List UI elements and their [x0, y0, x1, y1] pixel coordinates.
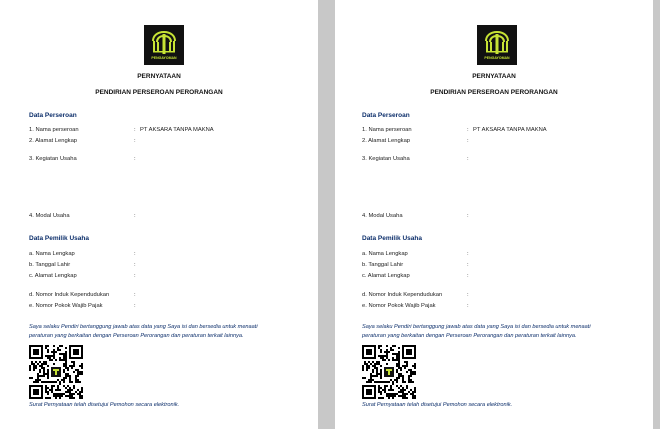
row-label: d. Nomor Induk Kependudukan: [29, 292, 110, 298]
document-title: PERNYATAAN: [472, 73, 516, 80]
row-label: 1. Nama perseroan: [29, 127, 79, 133]
document-subtitle: PENDIRIAN PERSEROAN PERORANGAN: [95, 89, 223, 96]
row-label: 3. Kegiatan Usaha: [362, 156, 410, 162]
row-value: PT AKSARA TANPA MAKNA: [473, 127, 547, 133]
row-label: b. Tanggal Lahir: [29, 262, 71, 268]
qr-code-image: [29, 345, 83, 399]
row-label: d. Nomor Induk Kependudukan: [362, 292, 443, 298]
section-owner-heading: Data Pemilik Usaha: [29, 235, 89, 242]
row-label: 1. Nama perseroan: [362, 127, 412, 133]
row-colon: :: [134, 303, 136, 309]
qr-code: [362, 345, 416, 399]
row-label: 2. Alamat Lengkap: [362, 138, 411, 144]
row-label: c. Alamat Lengkap: [29, 273, 77, 279]
row-label: 2. Alamat Lengkap: [29, 138, 78, 144]
row-colon: :: [134, 292, 136, 298]
row-label: e. Nomor Pokok Wajib Pajak: [362, 303, 436, 309]
row-label: 3. Kegiatan Usaha: [29, 156, 77, 162]
statement-line: Saya selaku Pendiri bertanggung jawab atas data yang Saya isi dan bersedia untuk menaati: [29, 324, 258, 330]
row-label: a. Nama Lengkap: [362, 251, 408, 257]
statement-line: peraturan yang berkaitan dengan Perseroan Perorangan dan peraturan terkait lainnya.: [29, 333, 244, 339]
row-colon: :: [467, 292, 469, 298]
statement-text: [29, 323, 299, 341]
section-owner-heading: Data Pemilik Usaha: [362, 235, 422, 242]
row-colon: :: [134, 127, 136, 133]
row-colon: :: [134, 273, 136, 279]
row-label: e. Nomor Pokok Wajib Pajak: [29, 303, 103, 309]
statement-line: peraturan yang berkaitan dengan Perseroan Perorangan dan peraturan terkait lainnya.: [362, 333, 577, 339]
row-colon: :: [467, 156, 469, 162]
pengayoman-tree-icon: [480, 28, 514, 62]
approval-footer: Surat Pernyataan telah disetujui Pemohon secara elektronik.: [29, 402, 180, 408]
document-page-1: [0, 0, 318, 429]
statement-text: [362, 323, 632, 341]
row-colon: :: [134, 251, 136, 257]
row-label: 4. Modal Usaha: [29, 213, 70, 219]
kemenkumham-logo: [477, 25, 517, 65]
document-title: PERNYATAAN: [137, 73, 181, 80]
statement-line: Saya selaku Pendiri bertanggung jawab atas data yang Saya isi dan bersedia untuk menaati: [362, 324, 591, 330]
qr-code: [29, 345, 83, 399]
row-colon: :: [134, 138, 136, 144]
kemenkumham-logo: [144, 25, 184, 65]
document-subtitle: PENDIRIAN PERSEROAN PERORANGAN: [430, 89, 558, 96]
pengayoman-tree-icon: [147, 28, 181, 62]
row-colon: :: [467, 262, 469, 268]
row-label: a. Nama Lengkap: [29, 251, 75, 257]
logo-caption: PENGAYOMAN: [484, 56, 510, 60]
section-company-heading: Data Perseroan: [29, 112, 77, 119]
row-colon: :: [134, 213, 136, 219]
row-label: c. Alamat Lengkap: [362, 273, 410, 279]
logo-caption: PENGAYOMAN: [151, 56, 177, 60]
row-colon: :: [467, 138, 469, 144]
row-colon: :: [134, 156, 136, 162]
row-colon: :: [467, 213, 469, 219]
qr-code-image: [362, 345, 416, 399]
row-label: b. Tanggal Lahir: [362, 262, 404, 268]
row-colon: :: [467, 303, 469, 309]
row-colon: :: [467, 251, 469, 257]
section-company-heading: Data Perseroan: [362, 112, 410, 119]
row-label: 4. Modal Usaha: [362, 213, 403, 219]
row-colon: :: [134, 262, 136, 268]
document-page-2: [335, 0, 653, 429]
row-colon: :: [467, 273, 469, 279]
row-colon: :: [467, 127, 469, 133]
row-value: PT AKSARA TANPA MAKNA: [140, 127, 214, 133]
approval-footer: Surat Pernyataan telah disetujui Pemohon secara elektronik.: [362, 402, 513, 408]
